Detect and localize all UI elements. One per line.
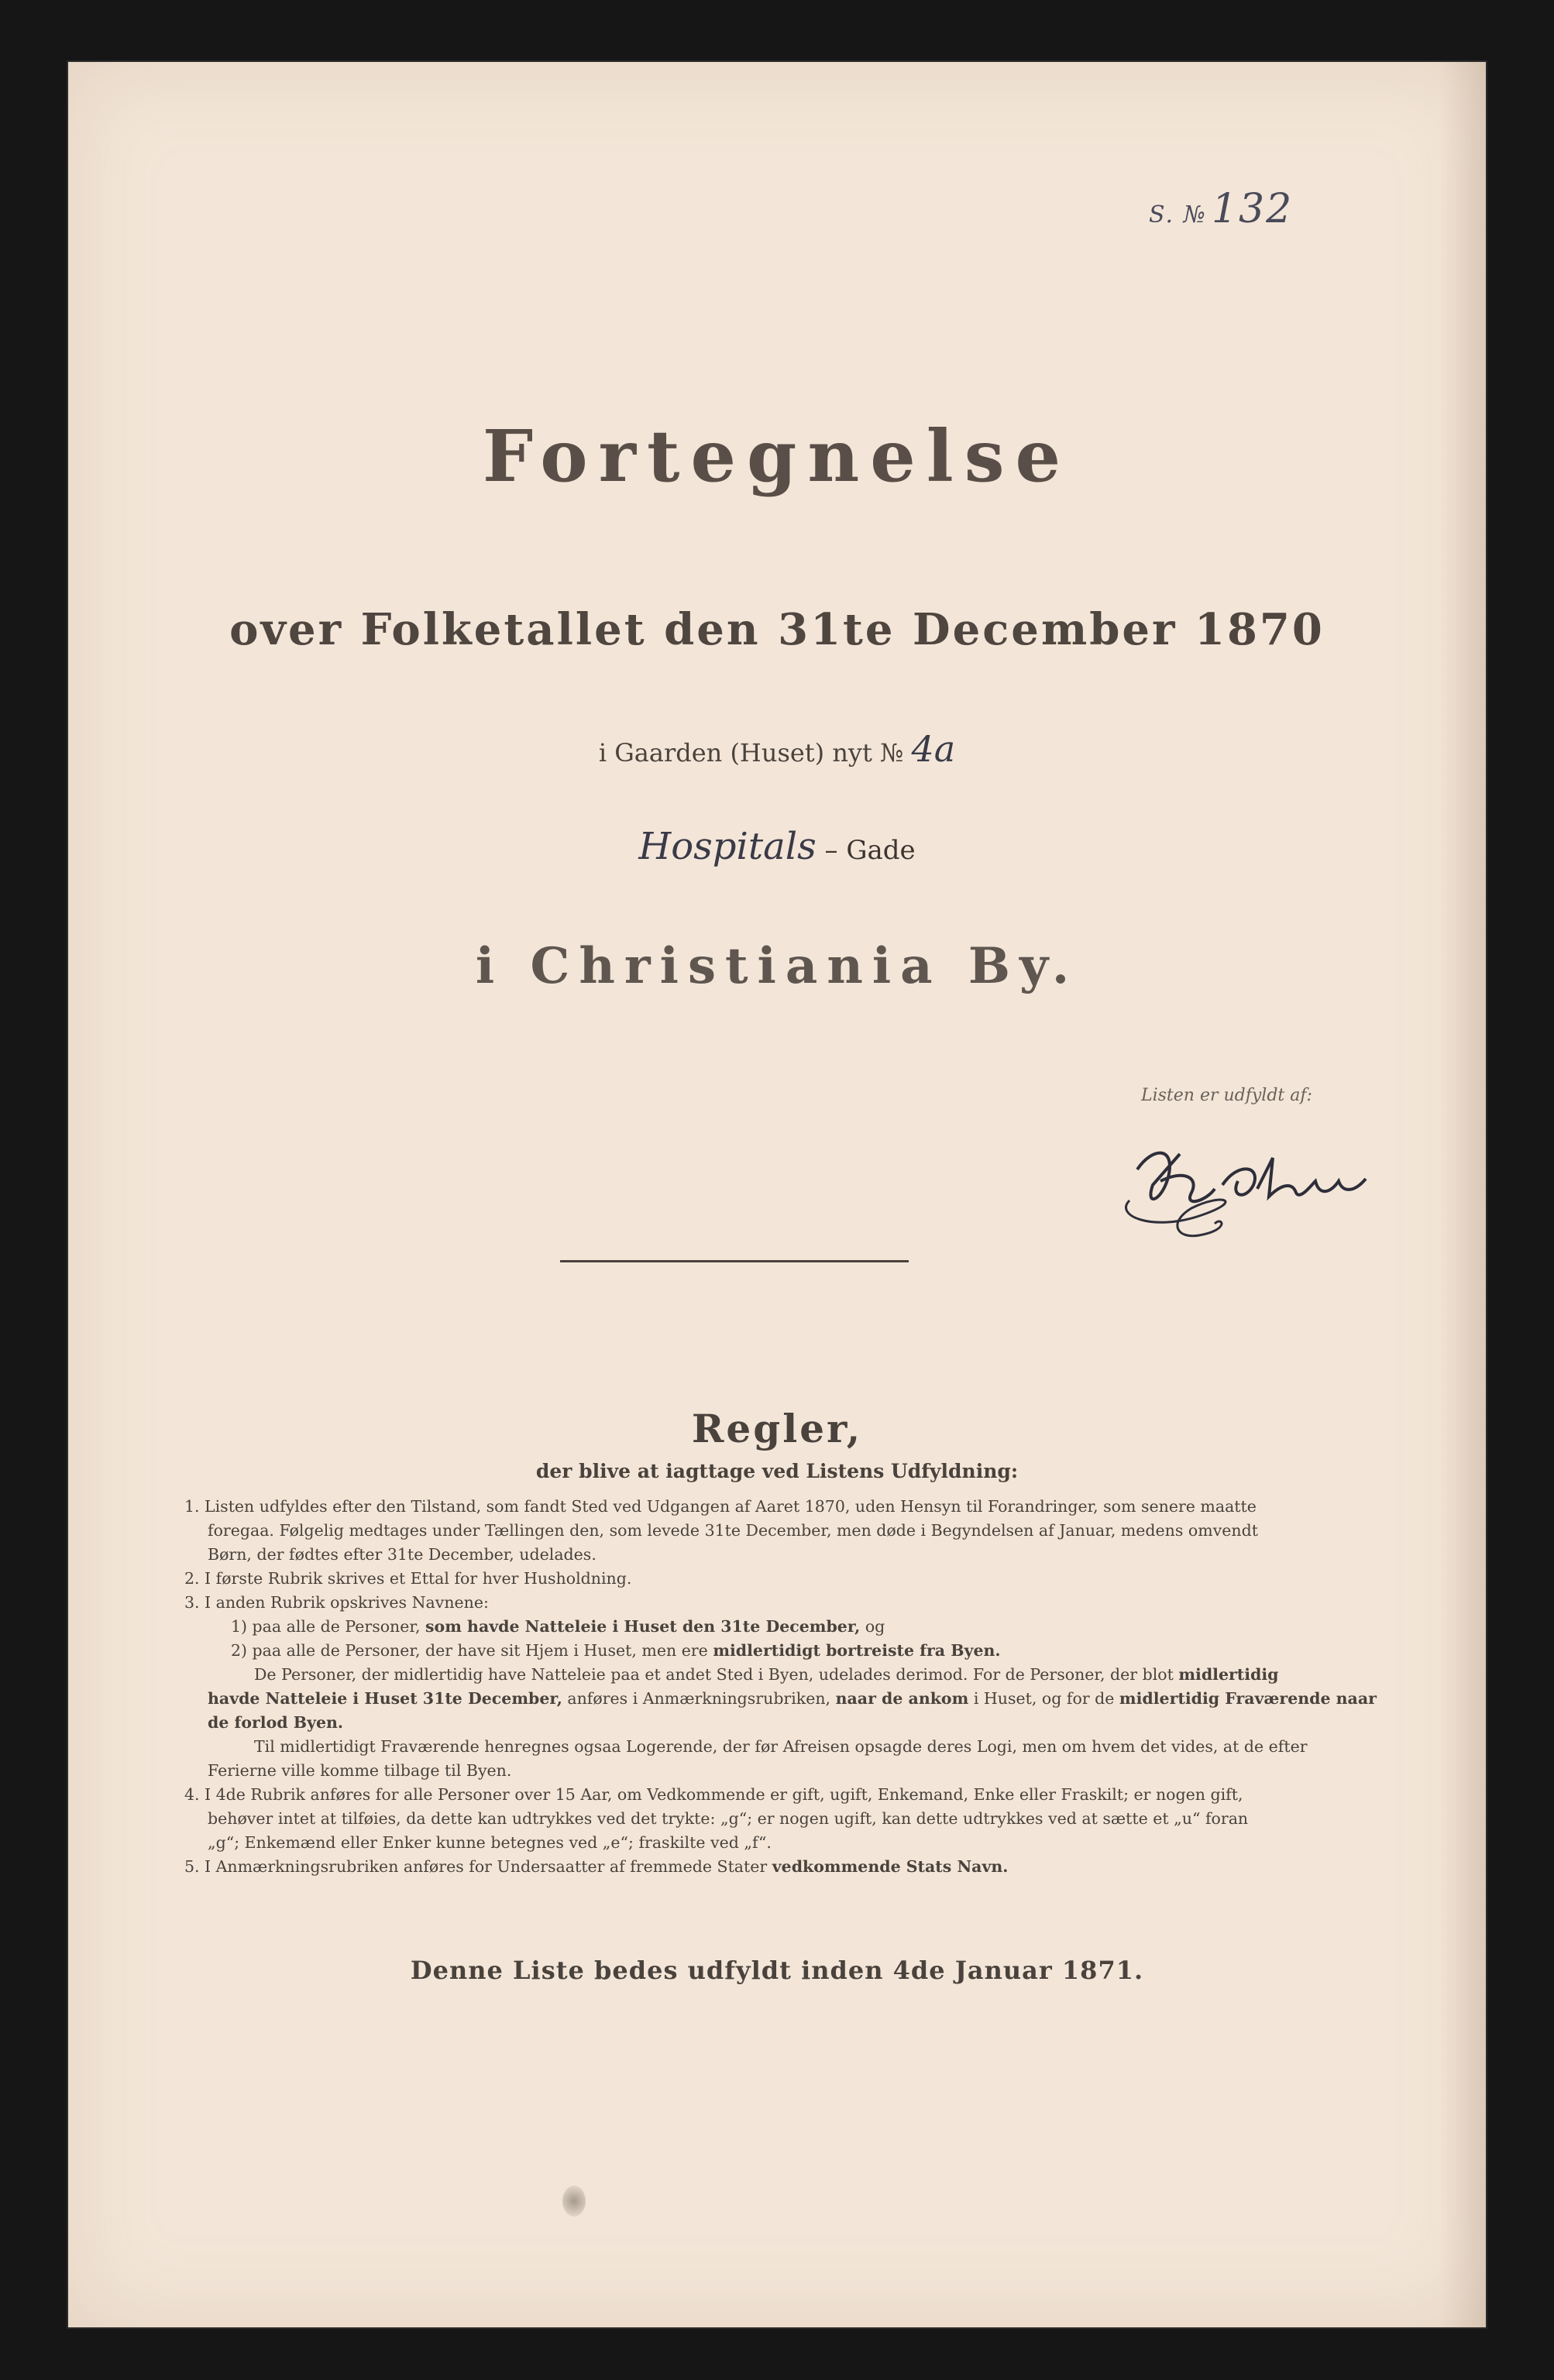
census-form-page: [68, 62, 1486, 2327]
signature: [1106, 1123, 1401, 1255]
house-line: [68, 728, 1486, 770]
page-subtitle: over Folketallet den 31te December 1870: [229, 604, 1325, 655]
rule-3: 3. I anden Rubrik opskrives Navnene:: [184, 1593, 489, 1612]
filled-by-label: Listen er udfyldt af:: [1141, 1086, 1312, 1105]
rule-3-item-2: 2) paa alle de Personer, der have sit Hjem i Huset, men ere midlertidigt bortreiste fra Byen.: [231, 1641, 1001, 1660]
street-line: [68, 825, 1486, 868]
house-number: 4a: [911, 728, 956, 770]
rule-3-paragraph-2-line-1: Til midlertidigt Fraværende henregnes ogsaa Logerende, der før Afreisen opsagde deres Logi, men om hvem det vides, at de efter: [254, 1737, 1308, 1756]
rule-4-line-3: „g“; Enkemænd eller Enker kunne betegnes ved „e“; fraskilte ved „f“.: [208, 1833, 772, 1852]
rules-title: Regler,: [691, 1406, 863, 1451]
house-prefix: i Gaarden (Huset) nyt №: [598, 738, 904, 768]
rule-3-paragraph-1-line-2: havde Natteleie i Huset 31te December, anføres i Anmærkningsrubriken, naar de ankom i Huset, og for de midlertidig Fraværende naar: [208, 1689, 1377, 1708]
rule-1-line-3: Børn, der fødtes efter 31te December, udelades.: [208, 1545, 597, 1564]
page-title: Fortegnelse: [482, 414, 1072, 498]
rule-3-item-1: 1) paa alle de Personer, som havde Natteleie i Huset den 31te December, og: [231, 1617, 885, 1636]
divider-rule: [560, 1260, 909, 1262]
reference-number: [1149, 186, 1293, 232]
street-suffix: – Gade: [824, 835, 916, 866]
rule-2: 2. I første Rubrik skrives et Ettal for hver Husholdning.: [184, 1569, 632, 1588]
street-name: Hospitals: [638, 825, 817, 868]
rule-3-paragraph-2-line-2: Ferierne ville komme tilbage til Byen.: [208, 1761, 512, 1780]
rule-3-paragraph-1-line-3: de forlod Byen.: [208, 1713, 344, 1732]
reference-prefix: S. №: [1149, 201, 1207, 228]
rule-4-line-2: behøver intet at tilføies, da dette kan udtrykkes ved det trykte: „g“; er nogen ugift, kan dette udtrykkes ved at sætte et „u“ foran: [208, 1809, 1249, 1828]
rules-subtitle: der blive at iagttage ved Listens Udfyldning:: [535, 1460, 1019, 1482]
rule-5: 5. I Anmærkningsrubriken anføres for Undersaatter af fremmede Stater vedkommende Stats Navn.: [184, 1857, 1009, 1876]
rule-4-line-1: 4. I 4de Rubrik anføres for alle Personer over 15 Aar, om Vedkommende er gift, ugift, Enkemand, Enke eller Fraskilt; er nogen gift,: [184, 1785, 1243, 1804]
rule-1-line-1: 1. Listen udfyldes efter den Tilstand, som fandt Sted ved Udgangen af Aaret 1870, uden Hensyn til Forandringer, som senere maatte: [184, 1497, 1257, 1516]
deadline-note: Denne Liste bedes udfyldt inden 4de Januar 1871.: [410, 1956, 1144, 1985]
city-line: i Christiania By.: [475, 937, 1079, 995]
ink-stain: [562, 2186, 586, 2217]
rule-1-line-2: foregaa. Følgelig medtages under Tællingen den, som levede 31te December, men døde i Begyndelsen af Januar, medens omvendt: [208, 1521, 1258, 1540]
rule-3-paragraph-1-line-1: De Personer, der midlertidig have Natteleie paa et andet Sted i Byen, udelades derimod. For de Personer, der blot midlertidig: [254, 1665, 1279, 1684]
reference-value: 132: [1211, 186, 1294, 232]
rules-list: [184, 1495, 1401, 1879]
paper-edge-shade: [1439, 62, 1486, 2327]
